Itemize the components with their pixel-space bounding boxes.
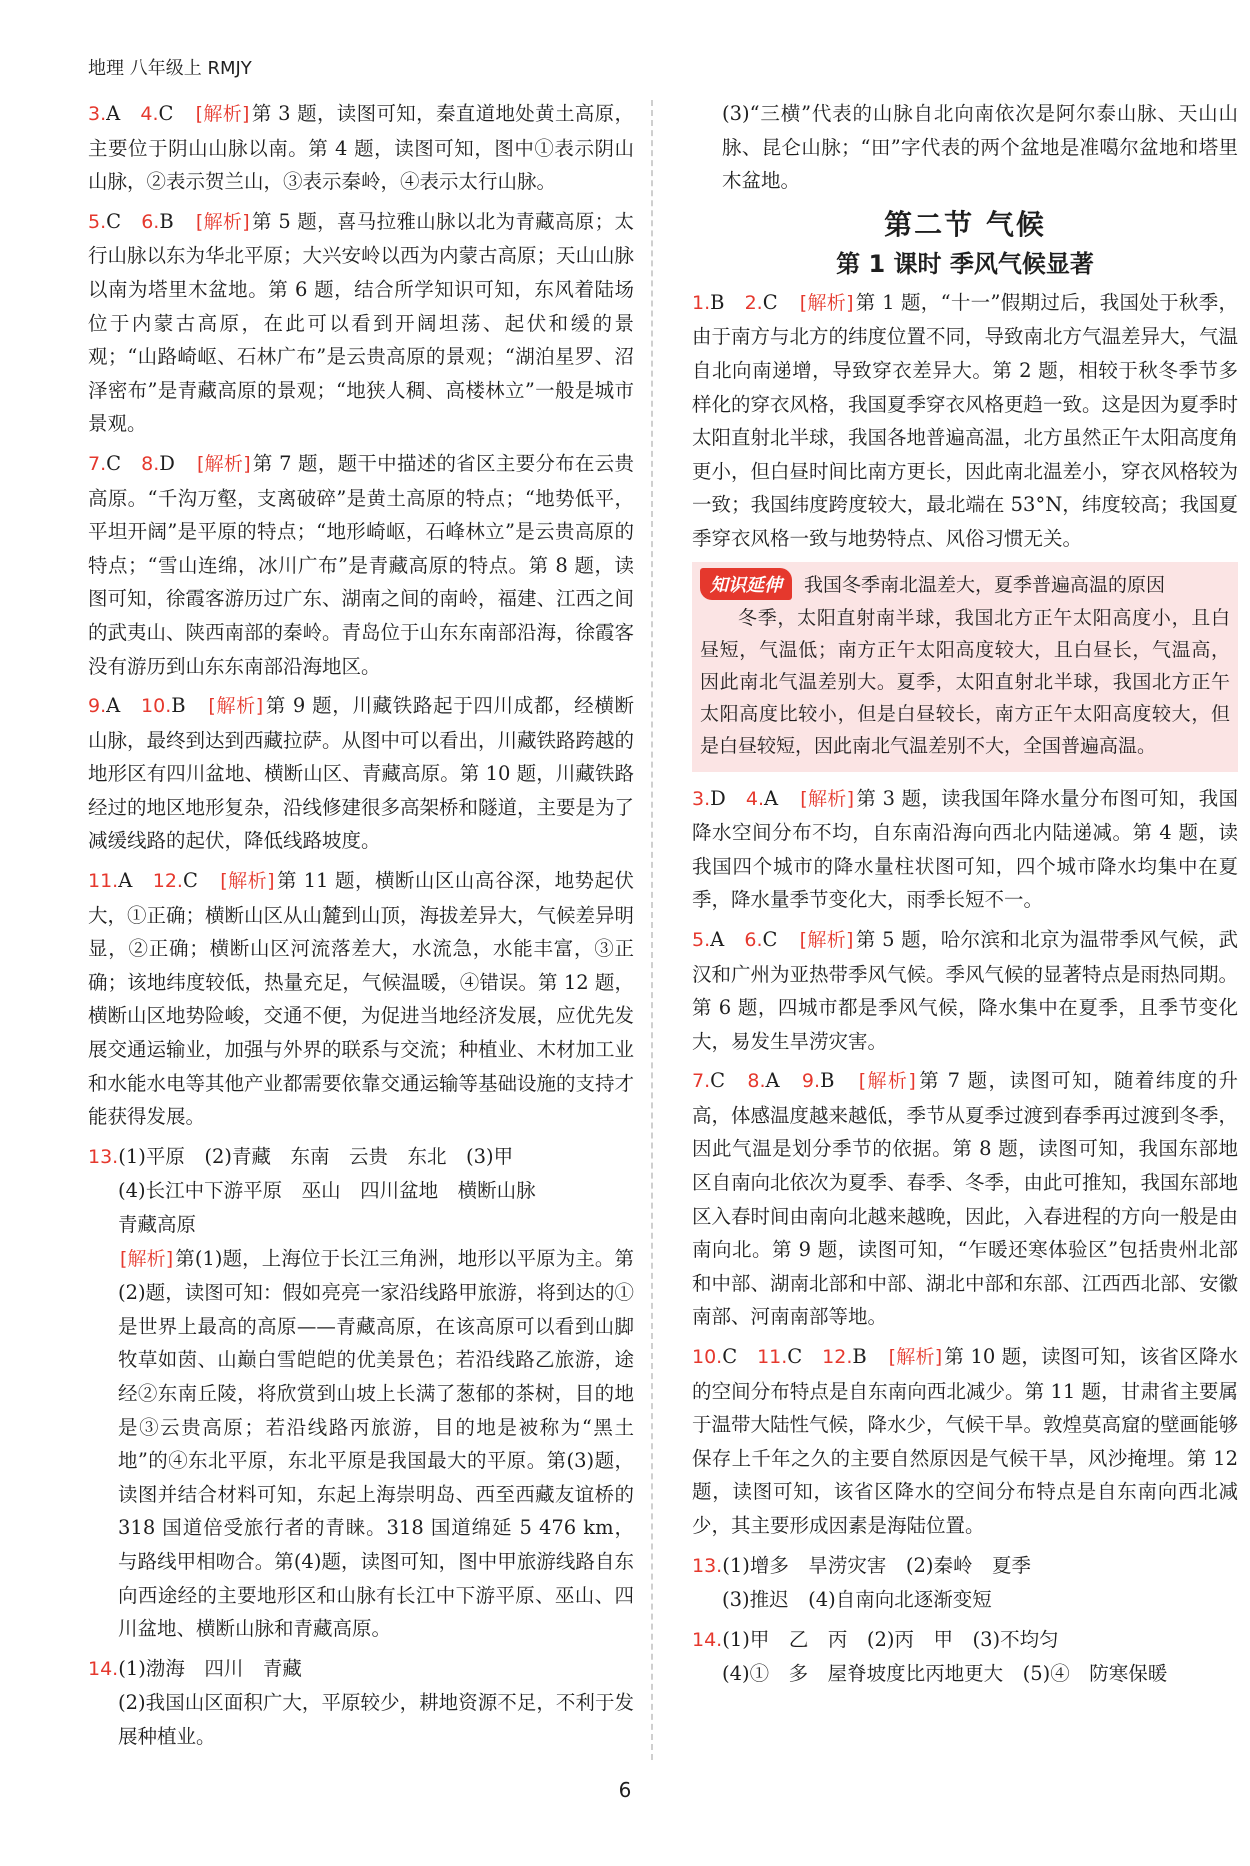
answer-r-q5-6: 5.A 6.C [解析] 第 5 题，哈尔滨和北京为温带季风气候，武汉和广州为亚热带季风气候。季风气候的显著特点是雨热同期。第 6 题，四城市都是季风气候，降水集中在夏季，且季节变化大，易发生旱涝灾害。 xyxy=(692,927,1239,1053)
answer-r-q7-9: 7.C 8.A 9.B [解析] 第 7 题，读图可知，随着纬度的升高，体感温度越来越低，季节从夏季过渡到春季再过渡到冬季，因此气温是划分季节的依据。第 8 题，读图可知，我国东部地区自南向北依次为夏季、春季、冬季，由此可推知，我国东部地区入春时间由南向北越来越晚，因此，入春进程的方向一般是由南向北。第 9 题，读图可知，“乍暖还寒体验区”包括贵州北部和中部、湖南北部和中部、湖北中部和东部、江西西北部、安徽南部、河南南部等地。 xyxy=(692,1069,1239,1329)
left-column xyxy=(88,97,634,1760)
answer-r-q14: 14.(1)甲 乙 丙 (2)丙 甲 (3)不均匀 (4)① 多 屋脊坡度比丙地更大 (5)④ 防寒保暖 xyxy=(692,1627,1168,1686)
answer-q9-10: 9.A 10.B [解析] 第 9 题，川藏铁路起于四川成都，经横断山脉，最终到达到西藏拉萨。从图中可以看出，川藏铁路跨越的地形区有四川盆地、横断山区、青藏高原。第 10 题，川藏铁路经过的地区地形复杂，沿线修建很多高架桥和隧道，主要是为了减缓线路的起伏，降低线路坡度。 xyxy=(88,694,635,853)
column-divider xyxy=(651,100,653,1760)
section-title: 第二节 气候 xyxy=(884,207,1046,241)
analysis-tag: [解析] xyxy=(196,452,251,475)
analysis-tag: [解析] xyxy=(195,210,250,233)
lesson-title: 第 1 课时 季风气候显著 xyxy=(836,249,1094,278)
right-column xyxy=(692,97,1238,1697)
knowledge-extension-box xyxy=(692,562,1238,772)
answer-continuation: (3)“三横”代表的山脉自北向南依次是阿尔泰山脉、天山山脉、昆仑山脉；“田”字代表的两个盆地是准噶尔盆地和塔里木盆地。 xyxy=(722,102,1238,193)
analysis-tag: [解析] xyxy=(800,787,855,810)
answer-q14: 14.(1)渤海 四川 青藏 (2)我国山区面积广大，平原较少，耕地资源不足，不利于发展种植业。 xyxy=(88,1656,634,1748)
analysis-tag: [解析] xyxy=(208,695,264,718)
analysis-tag: [解析] xyxy=(858,1070,916,1093)
answer-q3-4: 3.A 4.C [解析] 第 3 题，读图可知，秦直道地处黄土高原，主要位于阴山山脉以南。第 4 题，读图可知，图中①表示阴山山脉，②表示贺兰山，③表示秦岭，④表示太行山脉。 xyxy=(88,102,634,194)
answer-r-q13: 13.(1)增多 旱涝灾害 (2)秦岭 夏季 (3)推迟 (4)自南向北逐渐变短 xyxy=(692,1553,1031,1612)
analysis-tag: [解析] xyxy=(888,1346,943,1369)
knowledge-extension-title: 我国冬季南北温差大，夏季普遍高温的原因 xyxy=(804,574,1166,597)
analysis-tag: [解析] xyxy=(799,291,854,314)
analysis-tag: [解析] xyxy=(799,928,854,951)
page-number: 6 xyxy=(618,1778,632,1802)
analysis-tag: [解析] xyxy=(195,103,250,125)
answer-q13: 13.(1)平原 (2)青藏 东南 云贵 东北 (3)甲 (4)长江中下游平原 巫山 四川盆地 横断山脉 青藏高原 [解析] 第(1)题，上海位于长江三角洲，地形以平原为主。第(2)题，读图可知：假如亮亮一家沿线路甲旅游，将到达的①是世界上最高的高原——青藏高原，在该高原可以看到山脚牧草如茵、山巅白雪皑皑的优美景色；若沿线路乙旅游，途经②东南丘陵，将欣赏到山坡上长满了葱郁的茶树，目的地是③云贵高原；若沿线路丙旅游，目的地是被称为“黑土地”的④东北平原，东北平原是我国最大的平原。第(3)题，读图并结合材料可知，东起上海崇明岛、西至西藏友谊桥的 318 国道倍受旅行者的青睐。318 国道绵延 5 476 km，与路线甲相吻合。第(4)题，读图可知，图中甲旅游线路自东向西途经的主要地形区和山脉有长江中下游平原、巫山、四川盆地、横断山脉和青藏高原。 xyxy=(88,1144,635,1641)
analysis-tag: [解析] xyxy=(220,870,275,893)
answer-q5-6: 5.C 6.B [解析] 第 5 题，喜马拉雅山脉以北为青藏高原；太行山脉以东为华北平原；大兴安岭以西为内蒙古高原；天山山脉以南为塔里木盆地。第 6 题，结合所学知识可知，东风着陆场位于内蒙古高原，在此可以看到开阔坦荡、起伏和缓的景观；“山路崎岖、石林广布”是云贵高原的景观；“湖泊星罗、沼泽密布”是青藏高原的景观；“地狭人稠、高楼林立”一般是城市景观。 xyxy=(88,209,635,436)
answer-r-q10-12: 10.C 11.C 12.B [解析] 第 10 题，读图可知，该省区降水的空间分布特点是自东南向西北减少。第 11 题，甘肃省主要属于温带大陆性气候，降水少，气候干旱。敦煌莫高窟的壁画能够保存上千年之久的主要自然原因是气候干旱，风沙掩埋。第 12 题，读图可知，该省区降水的空间分布特点是自东南向西北减少，其主要形成因素是海陆位置。 xyxy=(692,1345,1239,1537)
answer-q11-12: 11.A 12.C [解析] 第 11 题，横断山区山高谷深，地势起伏大，①正确；横断山区从山麓到山顶，海拔差异大，气候差异明显，②正确；横断山区河流落差大，水流急，水能丰富，③正确；该地纬度较低，热量充足，气候温暖，④错误。第 12 题，横断山区地势险峻，交通不便，为促进当地经济发展，应优先发展交通运输业，加强与外界的联系与交流；种植业、木材加工业和水能水电等其他产业都需要依靠交通运输等基础设施的支持才能获得发展。 xyxy=(88,869,635,1129)
analysis-tag: [解析] xyxy=(120,1247,174,1270)
answer-r-q3-4: 3.D 4.A [解析] 第 3 题，读我国年降水量分布图可知，我国降水空间分布不均，自东南沿海向西北内陆递减。第 4 题，读我国四个城市的降水量柱状图可知，四个城市降水均集中在夏季，降水量季节变化大，雨季长短不一。 xyxy=(692,786,1238,912)
page-header: 地理 八年级上 RMJY xyxy=(88,58,252,79)
knowledge-extension-badge: 知识延伸 xyxy=(700,568,792,600)
answer-r-q1-2: 1.B 2.C [解析] 第 1 题，“十一”假期过后，我国处于秋季，由于南方与北方的纬度位置不同，导致南北方气温差异大，气温自北向南递增，导致穿衣差异大。第 2 题，相较于秋冬季节多样化的穿衣风格，我国夏季穿衣风格更趋一致。这是因为夏季时太阳直射北半球，我国各地普遍高温，北方虽然正午太阳高度角更小，但白昼时间比南方更长，因此南北温差小，穿衣风格较为一致；我国纬度跨度较大，最北端在 53°N，纬度较高；我国夏季穿衣风格一致与地势特点、风俗习惯无关。 xyxy=(692,290,1239,550)
knowledge-extension-body: 冬季，太阳直射南半球，我国北方正午太阳高度小，且白昼短，气温低；南方正午太阳高度较大，且白昼长，气温高，因此南北气温差别大。夏季，太阳直射北半球，我国北方正午太阳高度比较小，但是白昼较长，南方正午太阳高度较大，但是白昼较短，因此南北气温差别不大，全国普遍高温。 xyxy=(700,606,1230,757)
answer-q7-8: 7.C 8.D [解析] 第 7 题，题干中描述的省区主要分布在云贵高原。“千沟万壑，支离破碎”是黄土高原的特点；“地势低平，平坦开阔”是平原的特点；“地形崎岖，石峰林立”是云贵高原的特点；“雪山连绵，冰川广布”是青藏高原的特点。第 8 题，读图可知，徐霞客游历过广东、湖南之间的南岭，福建、江西之间的武夷山、陕西南部的秦岭。青岛位于山东东南部沿海，徐霞客没有游历到山东东南部沿海地区。 xyxy=(88,451,635,678)
